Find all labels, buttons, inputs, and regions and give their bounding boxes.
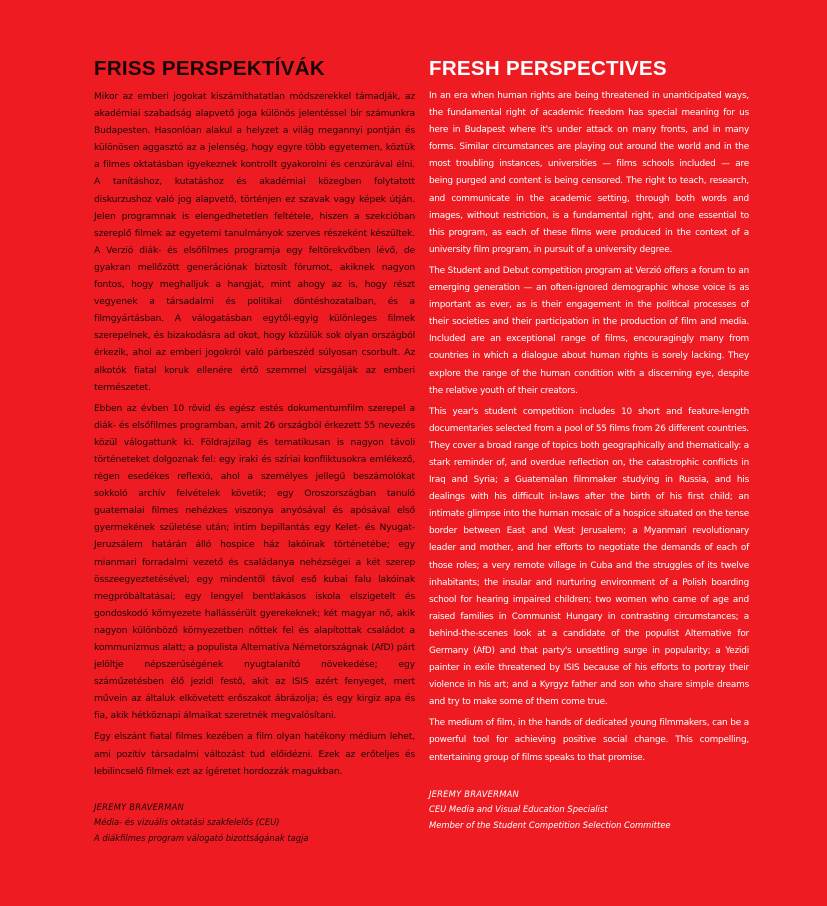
english-title: FRESH PERSPECTIVES: [429, 57, 667, 80]
english-signature: [429, 787, 749, 834]
english-paragraph: The Student and Debut competition program at Verzió offers a forum to an emerging generation — an often-ignored demographic whose voice is as important as ever, as is their engagement in the political processes of their societies and their participation in the production of film and media. Included are an exceptional range of films, encouragingly many from countries in which a dialogue about human rights is sorely lacking. They explore the range of the human condition with a discerning eye, despite the relative youth of their creators.: [429, 265, 749, 396]
hungarian-paragraph: Mikor az emberi jogokat kiszámíthatatlan módszerekkel támadják, az akadémiai szabadság alapvető joga különös jelentéssel bír számunkra Budapesten. Hasonlóan alakul a helyzet a világ megannyi pontján és különösen aggasztó az a jelenség, hogy egyre több egyetemen, köztük a filmes oktatásban igyekeznek kontrollt gyakorolni és cenzúrával élni. A tanításhoz, kutatáshoz és akadémiai közegben folytatott diskurzushoz való jog alapvető, történjen ez szavak vagy képek útján. Jelen programnak is elengedhetetlen feltétele, hiszen a szekcióban szereplő filmek az egyetemi tanulmányok szerves részeként készültek. A Verzió diák- és elsőfilmes programja egy feltörekvőben lévő, de gyakran mellőzött generációnak biztosít fórumot, akiknek nagyon fontos, hogy meghalljuk a hangját, mint ahogy az is, hogy részt vegyenek a társadalmi és politikai döntéshozatalban, és a filmgyártásban. A válogatásban egytől-egyig különleges filmek szerepelnek, és bizakodásra ad okot, hogy közülük sok olyan országból érkezik, ahol az emberi jogokról való párbeszéd súlyosan csorbult. Az alkotók fiatal koruk ellenére értő szemmel vizsgálják az emberi természetet.: [94, 91, 415, 393]
signature-committee: A diákfilmes program válogató bizottságának tagja: [94, 832, 309, 843]
english-paragraph: The medium of film, in the hands of dedicated young filmmakers, can be a powerful tool for achieving positive social change. This compelling, entertaining group of films speaks to that promise.: [429, 718, 749, 763]
hungarian-column: [94, 56, 415, 846]
english-paragraph: In an era when human rights are being threatened in unanticipated ways, the fundamental right of academic freedom has special meaning for us here in Budapest where it's under attack on many fronts, and in many forms. Similar circumstances are playing out around the world and in the most troubling instances, universities — films schools included — are being purged and content is being censored. The right to teach, research, and communicate in the academic setting, through both words and images, without restriction, is a fundamental right, and one essential to this program, as each of these films were produced in the context of a university film program, in pursuit of a university degree.: [429, 91, 749, 255]
hungarian-paragraph: Ebben az évben 10 rövid és egész estés dokumentumfilm szerepel a diák- és elsőfilmes programban, amit 26 országból érkezett 55 nevezés közül válogattunk ki. Földrajzilag és tematikusan is nagyon távoli történeteket dolgoznak fel: egy iraki és szíriai konfliktusokra emlékező, régen esedékes reflexió, ahol a személyes jellegű beszámolókat sokkoló archív felvételek követik; egy Oroszországban tanuló guatemalai filmes nehézkes viszonya anyósával és apósával első gyermekének születése után; intim bepillantás egy Kelet- és Nyugat-Jeruzsálem határán álló hospice ház lakóinak történetébe; egy mianmari forradalmi vezető és családanya nehézségei a két szerep összeegyeztetésével; egy mindentől távol eső kubai falu lakóinak megpróbáltatásai; egy lengyel bentlakásos iskola elszigetelt és gondoskodó környezete hallássérült gyerekeknek; két magyar nő, akik nagyon különböző környezetben nőttek fel és alapítottak családot a kommunizmus alatt; a populista Alternatíva Németországnak (AfD) párt jelöltje népszerűségének nyugtalanító növekedése; egy száműzetésben élő jezidi festő, akit az ISIS azért fenyeget, mert művein az általuk elkövetett erőszakot ábrázolja; és egy kirgiz apa és fia, akik hétköznapi álmaikat szeretnék megvalósítani.: [94, 402, 415, 722]
signature-role: CEU Media and Visual Education Specialist: [429, 804, 608, 815]
hungarian-title: FRISS PERSPEKTÍVÁK: [94, 57, 325, 80]
signature-name: JEREMY BRAVERMAN: [94, 801, 185, 812]
english-column: [429, 56, 749, 833]
english-paragraph: This year's student competition includes 10 short and feature-length documentaries selected from a pool of 55 films from 26 different countries. They cover a broad range of topics both geographically and thematically: a stark reminder of, and overdue reflection on, the catastrophic conflicts in Iraq and Syria; a Guatemalan filmmaker studying in Russia, and his dealings with his difficult in-laws after the birth of his first child; an intimate glimpse into the human mosaic of a hospice situated on the tense border between East and West Jerusalem; a Myanmari revolutionary leader and mother, and her efforts to negotiate the demands of each of those roles; a very remote village in Cuba and the struggles of its twelve inhabitants; the insular and nurturing environment of a Polish boarding school for hearing impaired children; two women who came of age and raised families in Communist Hungary in contrasting circumstances; a behind-the-scenes look at a candidate of the populist Alternative for Germany (AfD) and that party's unsettling surge in popularity; a Yezidi painter in exile threatened by ISIS because of his efforts to portray their violence in his art; and a Kyrgyz father and son who share simple dreams and try to make some of them come true.: [429, 406, 749, 708]
signature-committee: Member of the Student Competition Selection Committee: [429, 819, 671, 830]
signature-name: JEREMY BRAVERMAN: [429, 788, 520, 799]
hungarian-paragraph: Egy elszánt fiatal filmes kezében a film olyan hatékony médium lehet, ami pozitív társadalmi változást tud előidézni. Ezek az erőteljes és lebilincselő filmek ezt az ígéretet hordozzák magukban.: [94, 731, 415, 777]
signature-role: Média- és vizuális oktatási szakfelelős (CEU): [94, 817, 280, 828]
hungarian-signature: [94, 800, 415, 847]
